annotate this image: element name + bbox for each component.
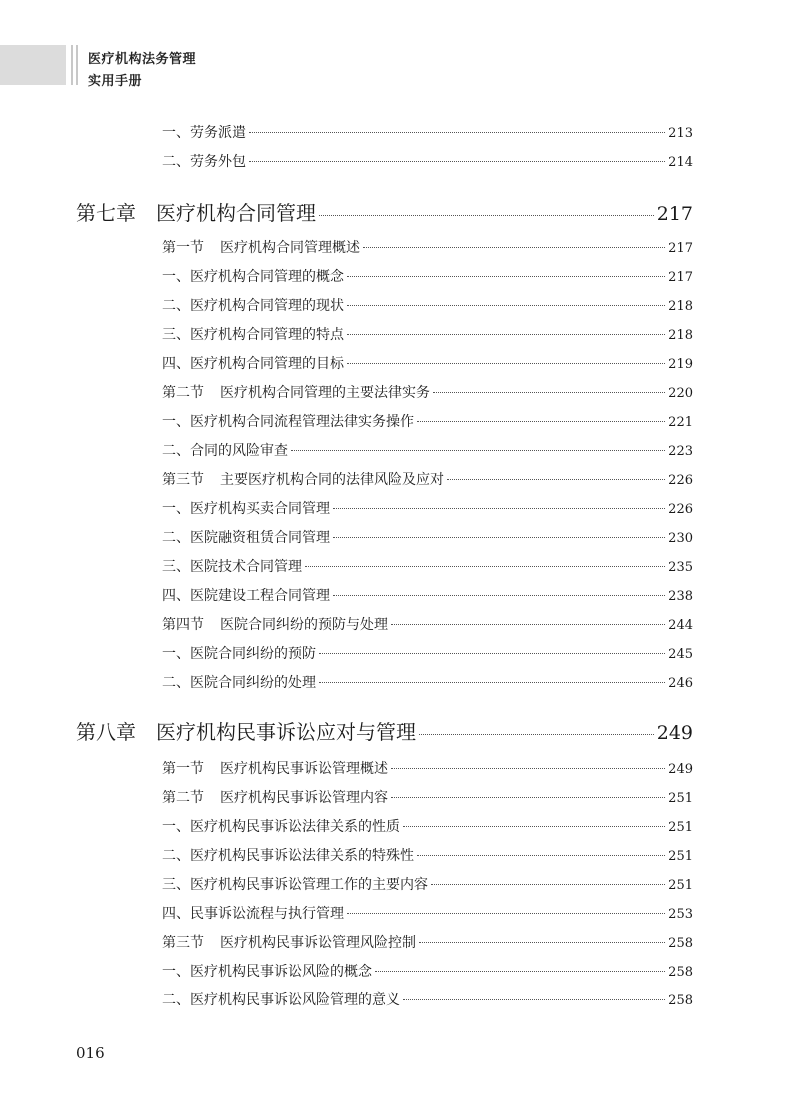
toc-chapter-title: 医疗机构民事诉讼应对与管理: [156, 720, 416, 744]
toc-item-entry[interactable]: [162, 527, 693, 547]
toc-dot-leader: [249, 161, 665, 162]
toc-section-number: 第二节: [162, 790, 204, 806]
toc-section-entry[interactable]: [162, 787, 693, 807]
toc-dot-leader: [319, 215, 654, 216]
toc-dot-leader: [333, 595, 665, 596]
toc-page-number: 235: [668, 560, 693, 575]
toc-item-title: 三、医疗机构合同管理的特点: [162, 327, 344, 343]
toc-item-title: 三、医疗机构民事诉讼管理工作的主要内容: [162, 877, 428, 893]
toc-section-number: 第二节: [162, 385, 204, 401]
toc-dot-leader: [375, 971, 665, 972]
toc-page-number: 251: [668, 820, 693, 835]
toc-dot-leader: [363, 247, 665, 248]
toc-dot-leader: [347, 305, 665, 306]
toc-page-number: 238: [668, 589, 693, 604]
toc-page-number: 221: [668, 415, 693, 430]
toc-dot-leader: [391, 797, 665, 798]
toc-page-number: 249: [656, 722, 693, 744]
toc-dot-leader: [333, 537, 665, 538]
toc-item-title: 一、医疗机构民事诉讼风险的概念: [162, 964, 372, 980]
toc-item-entry[interactable]: [162, 556, 693, 576]
toc-dot-leader: [347, 334, 665, 335]
toc-section-number: 第三节: [162, 472, 204, 488]
toc-page-number: 218: [668, 299, 693, 314]
toc-item-entry[interactable]: [162, 903, 693, 923]
toc-section-title: 医院合同纠纷的预防与处理: [220, 617, 388, 633]
toc-dot-leader: [347, 363, 665, 364]
toc-item-title: 二、医疗机构民事诉讼法律关系的特殊性: [162, 848, 414, 864]
toc-dot-leader: [417, 855, 665, 856]
toc-page-number: 251: [668, 878, 693, 893]
toc-item-entry[interactable]: [162, 585, 693, 605]
toc-item-entry[interactable]: [162, 845, 693, 865]
toc-item-title: 四、民事诉讼流程与执行管理: [162, 906, 344, 922]
toc-section-entry[interactable]: [162, 932, 693, 952]
toc-dot-leader: [319, 682, 665, 683]
toc-dot-leader: [403, 826, 665, 827]
toc-page-number: 226: [668, 473, 693, 488]
toc-page-number: 217: [668, 270, 693, 285]
toc-item-entry[interactable]: [162, 672, 693, 692]
toc-chapter-entry[interactable]: [76, 716, 693, 745]
toc-page-number: 253: [668, 907, 693, 922]
toc-item-entry[interactable]: [162, 353, 693, 373]
toc-section-number: 第一节: [162, 240, 204, 256]
toc-dot-leader: [319, 653, 665, 654]
toc-item-entry[interactable]: [162, 961, 693, 981]
toc-dot-leader: [347, 276, 665, 277]
toc-page-number: 244: [668, 618, 693, 633]
toc-item-entry[interactable]: [162, 295, 693, 315]
toc-item-title: 二、医院融资租赁合同管理: [162, 530, 330, 546]
toc-page-number: 217: [656, 203, 693, 225]
toc-item-title: 一、医疗机构民事诉讼法律关系的性质: [162, 819, 400, 835]
toc-dot-leader: [249, 132, 665, 133]
toc-chapter-title: 医疗机构合同管理: [156, 201, 316, 225]
toc-item-title: 四、医疗机构合同管理的目标: [162, 356, 344, 372]
toc-item-title: 一、医院合同纠纷的预防: [162, 646, 316, 662]
toc-item-title: 一、医疗机构买卖合同管理: [162, 501, 330, 517]
toc-item-title: 二、合同的风险审查: [162, 443, 288, 459]
toc-item-title: 二、医疗机构合同管理的现状: [162, 298, 344, 314]
toc-dot-leader: [447, 479, 665, 480]
toc-page-number: 219: [668, 357, 693, 372]
toc-item-entry[interactable]: [162, 643, 693, 663]
toc-page-number: 251: [668, 791, 693, 806]
toc-section-title: 主要医疗机构合同的法律风险及应对: [220, 472, 444, 488]
toc-item-title: 一、劳务派遣: [162, 125, 246, 141]
toc-section-entry[interactable]: [162, 382, 693, 402]
toc-page-number: 251: [668, 849, 693, 864]
toc-dot-leader: [419, 734, 654, 735]
toc-section-entry[interactable]: [162, 237, 693, 257]
toc-section-entry[interactable]: [162, 614, 693, 634]
toc-page-number: 226: [668, 502, 693, 517]
toc-item-entry[interactable]: [162, 816, 693, 836]
toc-item-title: 一、医疗机构合同流程管理法律实务操作: [162, 414, 414, 430]
toc-item-entry[interactable]: [162, 266, 693, 286]
toc-item-title: 一、医疗机构合同管理的概念: [162, 269, 344, 285]
toc-dot-leader: [431, 884, 665, 885]
page-number: 016: [76, 1044, 105, 1062]
toc-page-number: 249: [668, 762, 693, 777]
toc-dot-leader: [291, 450, 665, 451]
toc-item-title: 二、医疗机构民事诉讼风险管理的意义: [162, 992, 400, 1008]
toc-page-number: 258: [668, 936, 693, 951]
toc-section-number: 第三节: [162, 935, 204, 951]
toc-section-title: 医疗机构民事诉讼管理内容: [220, 790, 388, 806]
toc-page-number: 230: [668, 531, 693, 546]
toc-page-number: 218: [668, 328, 693, 343]
toc-item-entry[interactable]: [162, 151, 693, 171]
toc-item-title: 二、劳务外包: [162, 154, 246, 170]
toc-dot-leader: [333, 508, 665, 509]
toc-section-number: 第一节: [162, 761, 204, 777]
toc-chapter-number: 第七章: [76, 201, 136, 225]
toc-item-entry[interactable]: [162, 411, 693, 431]
toc-item-entry[interactable]: [162, 324, 693, 344]
toc-dot-leader: [419, 942, 665, 943]
toc-item-entry[interactable]: [162, 874, 693, 894]
toc-item-title: 四、医院建设工程合同管理: [162, 588, 330, 604]
toc-page-number: 217: [668, 241, 693, 256]
toc-item-title: 二、医院合同纠纷的处理: [162, 675, 316, 691]
toc-section-title: 医疗机构民事诉讼管理概述: [220, 761, 388, 777]
toc-section-title: 医疗机构合同管理概述: [220, 240, 360, 256]
toc-page-number: 245: [668, 647, 693, 662]
toc-dot-leader: [391, 624, 665, 625]
running-header-subtitle: 实用手册: [88, 74, 143, 89]
toc-page-number: 213: [668, 126, 693, 141]
toc-item-entry[interactable]: [162, 989, 693, 1009]
toc-page-number: 223: [668, 444, 693, 459]
toc-dot-leader: [305, 566, 665, 567]
toc-item-entry[interactable]: [162, 498, 693, 518]
toc-page-number: 258: [668, 993, 693, 1008]
toc-section-title: 医疗机构合同管理的主要法律实务: [220, 385, 430, 401]
toc-chapter-entry[interactable]: [76, 197, 693, 226]
toc-page-number: 214: [668, 155, 693, 170]
toc-section-number: 第四节: [162, 617, 204, 633]
toc-dot-leader: [403, 999, 665, 1000]
toc-section-title: 医疗机构民事诉讼管理风险控制: [220, 935, 416, 951]
toc-page-number: 220: [668, 386, 693, 401]
toc-section-entry[interactable]: [162, 469, 693, 489]
toc-dot-leader: [391, 768, 665, 769]
toc-section-entry[interactable]: [162, 758, 693, 778]
toc-item-entry[interactable]: [162, 440, 693, 460]
toc-page-number: 246: [668, 676, 693, 691]
toc-item-title: 三、医院技术合同管理: [162, 559, 302, 575]
toc-dot-leader: [417, 421, 665, 422]
toc-dot-leader: [347, 913, 665, 914]
toc-page-number: 258: [668, 965, 693, 980]
toc-item-entry[interactable]: [162, 122, 693, 142]
toc-dot-leader: [433, 392, 665, 393]
toc-chapter-number: 第八章: [76, 720, 136, 744]
running-header-title: 医疗机构法务管理: [88, 52, 197, 67]
